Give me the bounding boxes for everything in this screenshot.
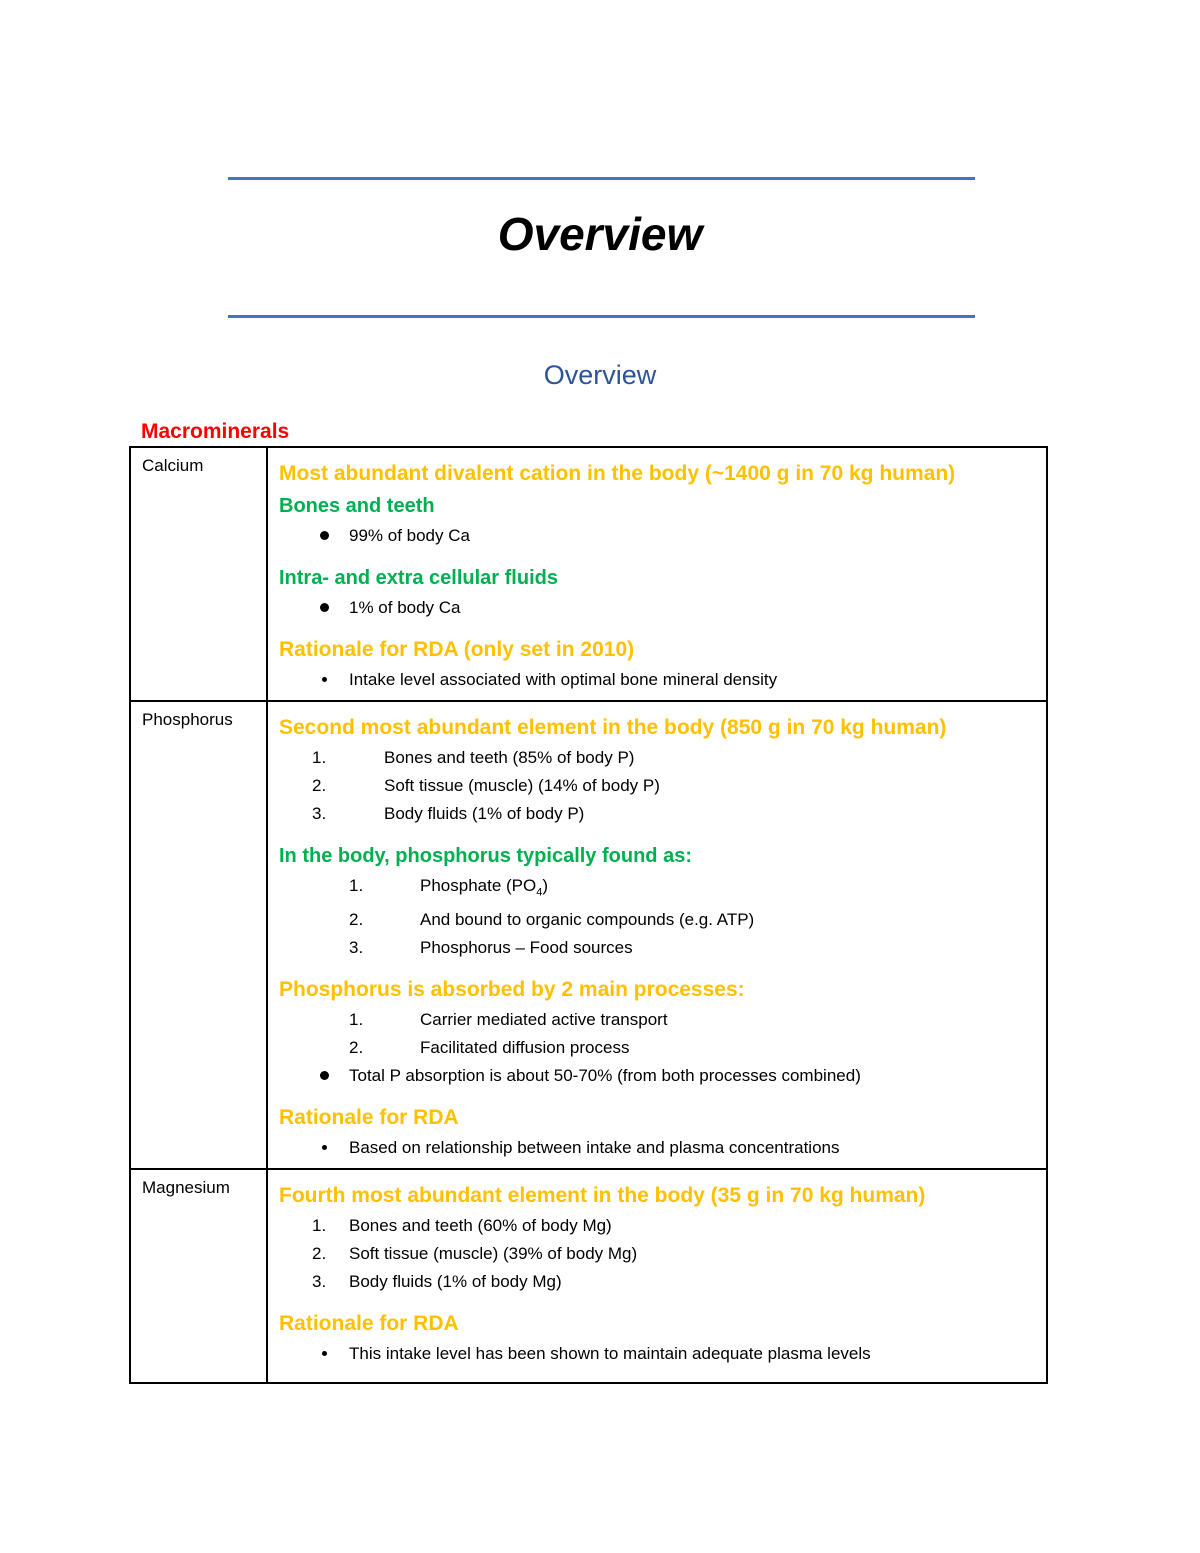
- bullet-icon: [317, 594, 331, 622]
- phosphorus-headline: Second most abundant element in the body (850 g in 70 kg human): [279, 716, 947, 739]
- table-row-calcium: [130, 447, 1047, 701]
- list-item: 2. And bound to organic compounds (e.g. ATP): [349, 910, 755, 930]
- bullet-icon: [317, 1340, 331, 1368]
- header-rule-bottom: [228, 315, 975, 318]
- calcium-headline: Most abundant divalent cation in the body (~1400 g in 70 kg human): [279, 462, 956, 485]
- mineral-content-phosphorus: [267, 701, 1047, 1169]
- bullet-icon: [317, 522, 331, 550]
- mineral-name-calcium: Calcium: [130, 447, 267, 701]
- calcium-rda-heading: Rationale for RDA (only set in 2010): [279, 638, 635, 661]
- phosphorus-forms-heading: In the body, phosphorus typically found as:: [279, 845, 692, 867]
- list-item: 1. Phosphate $(PO_4)$: [349, 876, 549, 899]
- mineral-name-magnesium: Magnesium: [130, 1169, 267, 1383]
- phosphorus-rda-heading: Rationale for RDA: [279, 1106, 459, 1130]
- list-item: 1. Carrier mediated active transport: [349, 1010, 668, 1030]
- list-item: 3. Body fluids (1% of body Mg): [312, 1272, 562, 1292]
- list-item: 1. Bones and teeth (85% of body P): [312, 748, 635, 767]
- macrominerals-table: [129, 446, 1048, 1384]
- list-item: 2. Facilitated diffusion process: [349, 1038, 630, 1058]
- list-item: This intake level has been shown to maintain adequate plasma levels: [279, 1340, 1036, 1368]
- phosphorus-absorption-heading: Phosphorus is absorbed by 2 main processes:: [279, 978, 745, 1002]
- bullet-icon: [317, 1062, 331, 1090]
- magnesium-rda-heading: Rationale for RDA: [279, 1312, 459, 1336]
- calcium-fluids-heading: Intra- and extra cellular fluids: [279, 567, 558, 589]
- bullet-icon: [317, 666, 331, 694]
- table-row-phosphorus: [130, 701, 1047, 1169]
- list-item: 2. Soft tissue (muscle) (14% of body P): [312, 776, 660, 795]
- table-row-magnesium: [130, 1169, 1047, 1383]
- mineral-content-magnesium: [267, 1169, 1047, 1383]
- mineral-name-phosphorus: Phosphorus: [130, 701, 267, 1169]
- magnesium-headline: Fourth most abundant element in the body (35 g in 70 kg human): [279, 1184, 926, 1208]
- list-item: 3. Phosphorus – Food sources: [349, 938, 633, 958]
- list-item: 2. Soft tissue (muscle) (39% of body Mg): [312, 1244, 638, 1264]
- calcium-bones-heading: Bones and teeth: [279, 495, 435, 517]
- bullet-icon: [317, 1134, 331, 1162]
- list-item: 1. Bones and teeth (60% of body Mg): [312, 1216, 612, 1236]
- list-item: Total P absorption is about 50-70% (from both processes combined): [279, 1062, 1036, 1090]
- list-item: 3. Body fluids (1% of body P): [312, 804, 585, 823]
- page-title: Overview: [497, 208, 703, 260]
- mineral-content-calcium: [267, 447, 1047, 701]
- section-label-macrominerals: Macrominerals: [141, 420, 290, 443]
- header-rule-top: [228, 177, 975, 180]
- page-subtitle: Overview: [543, 360, 657, 390]
- list-item: 1% of body Ca: [279, 594, 1036, 622]
- list-item: Intake level associated with optimal bone mineral density: [279, 666, 1036, 694]
- list-item: Based on relationship between intake and plasma concentrations: [279, 1134, 1036, 1162]
- list-item: 99% of body Ca: [279, 522, 1036, 550]
